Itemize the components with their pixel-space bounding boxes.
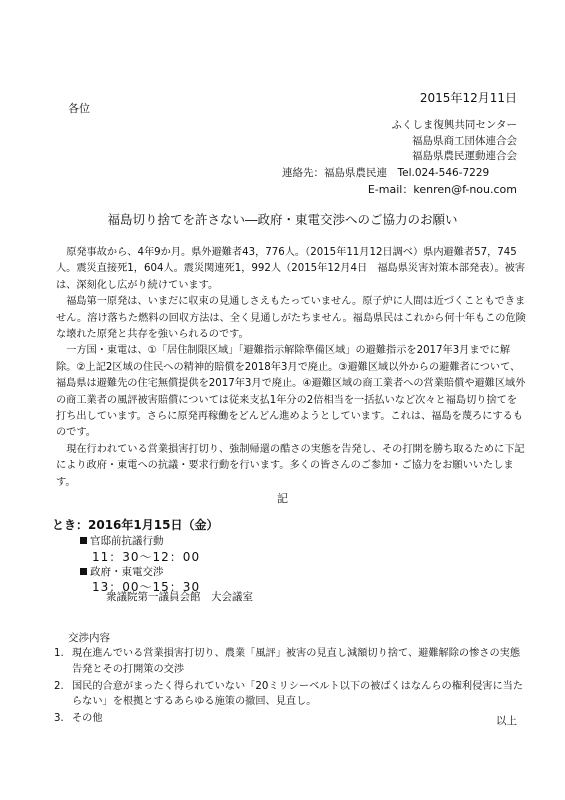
sender-list [391,118,517,165]
topic-text: その他 [72,713,103,725]
addressee: 各位 [68,102,90,115]
topic-number: 2. [54,680,64,692]
event-label: 官邸前抗議行動 [80,533,164,548]
body-paragraph: 福島第一原発は、いまだに収束の見通しさえもたっていません。原子炉に人間は近づくこともできません。溶け落ちた燃料の回収方法は、全く見通しがたちません。福島県民はこれから何十年もこの危険な壊れた原発と共存を強いられるのです。 [56,296,526,341]
square-bullet-icon [80,568,87,575]
topic-list [54,646,524,728]
body-paragraph: 一方国・東電は、①「居住制限区域」「避難指示解除準備区域」の避難指示を2017年3月までに解除。②上記2区域の住民への精神的賠償を2018年3月で廃止。③避難区域以外からの避難者について、福島県は避難先の住宅無償提供を2017年3月で廃止。④避難区域の商工業者への営業賠償や避難区域外の商工業者の風評被害賠償については従来支払1年分の2倍相当を一括払いなど次々と福島切り捨てを打ち出しています。さらに原発再稼働をどんどん進めようとしています。これは、福島を蔑ろにするものです。 [56,345,526,439]
topic-number: 3. [54,713,64,725]
body-text [56,245,526,491]
sender-name: 福島県商工団体連合会 [412,134,517,147]
sender-name: ふくしま復興共同センター [391,119,517,131]
event-date: とき：2016年1月15日（金） [52,518,219,532]
square-bullet-icon [80,537,87,544]
event-label: 政府・東電交渉 [80,564,164,579]
event-venue: 衆議院第一議員会館 大会議室 [106,591,253,603]
document-title: 福島切り捨てを許さない―政府・東電交渉へのご協力のお願い [107,212,458,227]
document-date: 2015年12月11日 [419,91,517,105]
contact-info: 連絡先：福島県農民連 Tel.024-546-7229 [282,167,490,179]
topic-item [54,646,524,678]
topic-item [54,679,524,711]
event-time: 11：30～12：00 [92,550,201,564]
topic-text: 国民的合意がまったく得られていない「20ミリシーベルト以下の被ばくはなんらの権利侵害に当たらない」を根拠とするあらゆる施策の撤回、見直し。 [72,680,524,708]
event-time: 13：00～15：30 [92,580,201,594]
closing-word: 以上 [496,715,517,727]
topic-number: 1. [54,648,64,659]
body-paragraph: 原発事故から、4年9か月。県外避難者43，776人。（2015年11月12日調べ）県内避難者57，745人。震災直接死1，604人。震災関連死1，992人（2015年12月4日 福島県災害対策本部発表）。被害は、深刻化し広がり続けています。 [56,247,526,291]
sender-name: 福島県農民運動連合会 [412,150,517,162]
topic-item [54,711,524,727]
contact-email: E-mail：kenren@f-nou.com [367,183,517,196]
topic-text: 現在進んでいる営業損害打切り、農業「風評」被害の見直し減額切り捨て、避難解除の惨さの実態告発とその打開策の交渉 [72,648,521,675]
ki-heading: 記 [277,492,288,505]
body-paragraph: 現在行われている営業損害打切り、強制帰還の酷さの実態を告発し、その打開を勝ち取るために下記により政府・東電への抗議・要求行動を行います。多くの皆さんのご参加・ご協力をお願いいたします。 [56,443,525,488]
topics-heading: 交渉内容 [68,632,110,644]
